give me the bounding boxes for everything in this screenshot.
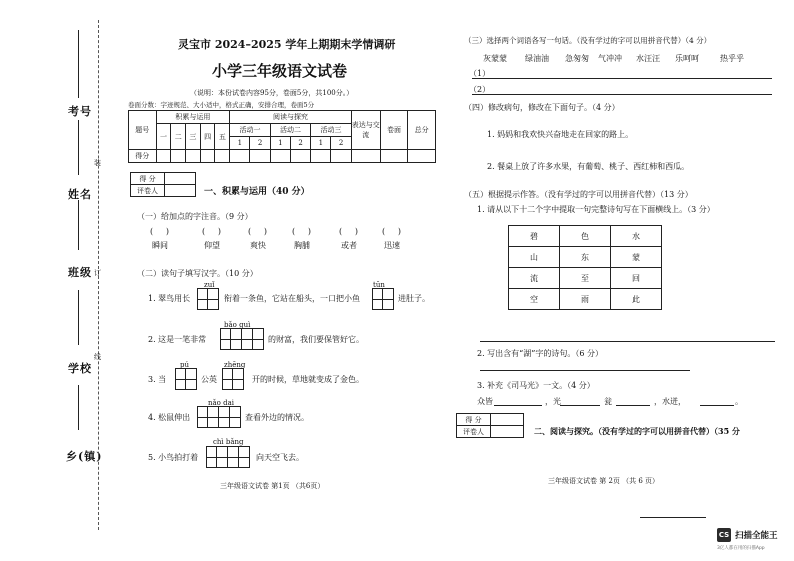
score-input[interactable]: [171, 150, 186, 163]
cloze-text: 众皆: [477, 397, 493, 406]
score-input[interactable]: [230, 150, 250, 163]
score-cell: 1: [270, 137, 290, 150]
sentence-text: 2. 餐桌上放了许多水果，有葡萄、桃子、西红柿和西瓜。: [487, 162, 690, 171]
word-option: 水汪汪: [636, 54, 660, 63]
score-header: 阅读与探究: [230, 111, 352, 124]
score-input[interactable]: [408, 150, 436, 163]
scorer-box: [130, 172, 196, 197]
poem-char: 山: [509, 247, 560, 268]
question-title: （五）根据提示作答。（没有学过的字可以用拼音代替）（13 分）: [464, 190, 693, 199]
poem-char: 水: [611, 226, 662, 247]
score-input[interactable]: [186, 150, 201, 163]
sentence-text: 公英: [201, 375, 217, 384]
pinyin-word: 瞬间: [152, 241, 168, 250]
scorer-box: [456, 413, 524, 438]
sentence-text: 的财富，我们要保管好它。: [268, 335, 364, 344]
cloze-text: ，水迸，: [654, 397, 686, 406]
writing-grid[interactable]: [372, 288, 394, 310]
sentence-text: 1. 翠鸟用长: [148, 294, 191, 303]
score-input[interactable]: [311, 150, 331, 163]
poem-grid: [508, 225, 662, 310]
scorer-input[interactable]: [491, 414, 524, 426]
poem-char: 空: [509, 289, 560, 310]
poem-char: 色: [560, 226, 611, 247]
writing-grid[interactable]: [197, 406, 241, 428]
scorer-score-label: 得 分: [457, 414, 491, 426]
exam-header: 灵宝市 2024–2025 学年上期期末学情调研: [178, 38, 396, 51]
scorer-input[interactable]: [165, 185, 196, 197]
sentence-text: 4. 松鼠伸出: [148, 413, 191, 422]
score-input[interactable]: [270, 150, 290, 163]
writing-grid[interactable]: [222, 368, 244, 390]
answer-line[interactable]: [494, 405, 542, 406]
question-title: （一）给加点的字注音。（9 分）: [137, 212, 253, 221]
section-title: 二、阅读与探究。（没有学过的字可以用拼音代替）（35 分: [534, 426, 740, 436]
question-text: 2. 写出含有“湖”字的诗句。（6 分）: [477, 349, 603, 358]
score-row-label: 得分: [129, 150, 157, 163]
name-label: 姓名: [68, 188, 92, 201]
pinyin-word: 迅速: [384, 241, 400, 250]
score-table: [128, 110, 436, 163]
pinyin-word: 胸脯: [294, 241, 310, 250]
score-cell: 2: [290, 137, 310, 150]
camscanner-logo-icon: CS: [717, 528, 731, 542]
answer-line-label: （1）: [469, 69, 491, 78]
score-cell: 二: [171, 124, 186, 150]
word-option: 乐呵呵: [675, 54, 699, 63]
cloze-text: ，光: [545, 397, 561, 406]
score-input[interactable]: [250, 150, 270, 163]
exam-note: （说明：本份试卷内容95分，卷面5分，共100分。）: [190, 89, 354, 97]
question-title: （二）读句子填写汉字。（10 分）: [137, 269, 258, 278]
score-header: 积累与运用: [156, 111, 230, 124]
score-cell: 三: [186, 124, 201, 150]
exam-no-label: 考号: [68, 105, 92, 118]
score-cell: 活动三: [311, 124, 352, 137]
score-cell: 活动一: [230, 124, 271, 137]
score-header: 卷面: [380, 111, 408, 150]
pinyin: zhēng: [224, 361, 246, 369]
pinyin-word: 爽快: [250, 241, 266, 250]
poem-char: 回: [611, 268, 662, 289]
score-header: 题号: [129, 111, 157, 150]
answer-line[interactable]: [560, 405, 600, 406]
score-input[interactable]: [215, 150, 230, 163]
pinyin: chì bǎng: [213, 438, 244, 446]
poem-char: 雨: [560, 289, 611, 310]
word-option: 气冲冲: [598, 54, 622, 63]
score-input[interactable]: [290, 150, 310, 163]
word-option: 绿油油: [525, 54, 549, 63]
name-line: [78, 120, 79, 175]
scorer-input[interactable]: [165, 173, 196, 185]
poem-char: 此: [611, 289, 662, 310]
sentence-text: 2. 这是一笔非常: [148, 335, 207, 344]
score-input[interactable]: [331, 150, 351, 163]
score-header: 总分: [408, 111, 436, 150]
answer-line[interactable]: [480, 370, 690, 371]
score-cell: 2: [331, 137, 351, 150]
scorer-grader-label: 评卷人: [457, 426, 491, 438]
sentence-text: 5. 小鸟拍打着: [148, 453, 199, 462]
score-cell: 1: [311, 137, 331, 150]
cloze-text: 。: [735, 397, 743, 406]
sentence-text: 进肚子。: [398, 294, 430, 303]
pinyin-word: 或者: [341, 241, 357, 250]
town-label: 乡(镇): [66, 450, 103, 463]
word-option: 急匆匆: [565, 54, 589, 63]
sentence-text: 向天空飞去。: [256, 453, 304, 462]
class-label: 班级: [68, 266, 92, 279]
watermark-name: 扫描全能王: [735, 531, 778, 541]
score-cell: 四: [200, 124, 215, 150]
section-title: 一、积累与运用（40 分）: [204, 187, 310, 197]
answer-line[interactable]: [700, 405, 734, 406]
poem-char: 蒙: [611, 247, 662, 268]
poem-char: 碧: [509, 226, 560, 247]
class-line: [78, 200, 79, 250]
pinyin: pú: [180, 361, 189, 369]
question-text: 1. 请从以下十二个字中提取一句完整诗句写在下面横线上。（3 分）: [477, 205, 715, 214]
binding-mark: 装: [94, 159, 101, 167]
sentence-text: 1. 妈妈和我欢快兴奋地走在回家的路上。: [487, 130, 634, 139]
binding-mark: 订: [94, 269, 101, 277]
page-footer: 三年级语文试卷 第1页 （共6页）: [220, 482, 325, 490]
pinyin-word: 仰望: [204, 241, 220, 250]
cloze-text: 瓮: [604, 397, 612, 406]
scorer-input[interactable]: [491, 426, 524, 438]
exam-no-line: [78, 30, 79, 98]
sentence-text: 3. 当: [148, 375, 167, 384]
writing-grid[interactable]: [220, 328, 264, 350]
scorer-score-label: 得 分: [131, 173, 165, 185]
scorer-grader-label: 评卷人: [131, 185, 165, 197]
question-title: （三）选择两个词语各写一句话。（没有学过的字可以用拼音代替）（4 分）: [464, 36, 712, 45]
poem-char: 流: [509, 268, 560, 289]
school-label: 学校: [68, 362, 92, 375]
pinyin: zuǐ: [204, 281, 215, 289]
score-header: 表达与交流: [351, 111, 380, 150]
pinyin: bǎo guì: [224, 321, 251, 329]
writing-grid[interactable]: [206, 446, 250, 468]
answer-line[interactable]: [472, 94, 772, 95]
answer-line[interactable]: [472, 78, 772, 79]
poem-char: 至: [560, 268, 611, 289]
sentence-text: 查看外边的情况。: [245, 413, 309, 422]
score-input[interactable]: [200, 150, 215, 163]
score-cell: 活动二: [270, 124, 311, 137]
pinyin: tūn: [373, 281, 385, 289]
page-footer: 三年级语文试卷 第 2页 （共 6 页）: [548, 477, 660, 485]
pinyin: nǎo dai: [208, 399, 235, 407]
school-line: [78, 290, 79, 345]
score-cell: 五: [215, 124, 230, 150]
word-option: 热乎乎: [720, 54, 744, 63]
question-title: （四）修改病句，修改在下面句子。（4 分）: [464, 103, 620, 112]
writing-grid[interactable]: [197, 288, 219, 310]
watermark-sub: 3亿人都在用的扫描App: [717, 546, 765, 551]
writing-grid[interactable]: [175, 368, 197, 390]
page-title: 小学三年级语文试卷: [212, 62, 348, 80]
word-option: 灰蒙蒙: [483, 54, 507, 63]
score-cell: 1: [230, 137, 250, 150]
answer-line[interactable]: [616, 405, 650, 406]
exam-note2: 卷面分数：字迹规范、大小适中，格式正确，安排合理，卷面5分: [128, 101, 315, 109]
score-cell: 2: [250, 137, 270, 150]
sentence-text: 衔着一条鱼，它站在船头，一口把小鱼: [224, 294, 360, 303]
town-line: [78, 385, 79, 430]
question-text: 3. 补充《司马光》一文。（4 分）: [477, 381, 595, 390]
answer-line-label: （2）: [469, 85, 491, 94]
binding-mark: 线: [94, 353, 101, 361]
answer-line[interactable]: [480, 341, 775, 342]
score-cell: 一: [156, 124, 171, 150]
sentence-text: 开的时候，草地就变成了金色。: [252, 375, 364, 384]
poem-char: 东: [560, 247, 611, 268]
score-input[interactable]: [380, 150, 408, 163]
score-input[interactable]: [351, 150, 380, 163]
separator: [640, 517, 706, 518]
score-input[interactable]: [156, 150, 171, 163]
